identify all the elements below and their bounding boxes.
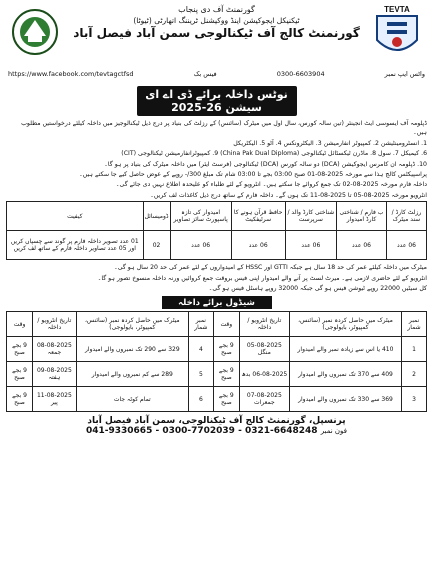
header-text (66, 4, 367, 41)
schedule-cell: 9 بجے صبح (213, 362, 239, 387)
schedule-cell: 9 بجے صبح (213, 337, 239, 362)
schedule-header-cell: تاریخ انٹرویو / داخلہ (239, 312, 289, 337)
schedule-cell: 410 یا اس سے زیادہ نمبر والے امیدوار (289, 337, 401, 362)
schedule-cell: 2 (402, 362, 427, 387)
documents-value-cell: 06 عدد (231, 231, 285, 260)
schedule-cell: 5 (188, 362, 213, 387)
schedule-cell: 1 (402, 337, 427, 362)
technology-list-1: 1. انسٹرومینٹیشن 2. کمپیوٹر انفارمیشن 3. الیکٹرونکس 4. آٹو 5. الیکٹریکل (233, 139, 427, 147)
schedule-cell: 4 (188, 337, 213, 362)
schedule-cell: 369 سے 330 تک نمبروں والے امیدوار (289, 387, 401, 412)
schedule-cell: 9 بجے صبح (7, 362, 33, 387)
facebook-url[interactable]: https://www.facebook.com/tevtagctfsd (8, 70, 134, 78)
schedule-cell: 329 سے 290 تک نمبروں والے امیدوار (76, 337, 188, 362)
schedule-header-cell: وقت (213, 312, 239, 337)
form-submission-paragraph: داخلہ فارم مورخہ 2025-08-02 تک جمع کروائے جا سکتے ہیں۔ انٹرویو کے لئے طلباء کو علیحدہ اطلاع نہیں دی جائے گی۔ (115, 181, 427, 189)
documents-value-cell: 06 عدد (170, 231, 231, 260)
schedule-cell: 05-08-2025 منگل (239, 337, 289, 362)
schedule-row (7, 387, 427, 412)
schedule-row (7, 362, 427, 387)
schedule-cell: 08-08-2025 جمعہ (33, 337, 77, 362)
whatsapp-number: 0300-6603904 (276, 70, 325, 78)
schedule-cell: 06-08-2025 بدھ (239, 362, 289, 387)
documents-header-cell: ڈومیسائل (143, 202, 170, 231)
documents-header-cell: حافظ قرآن ہونے کا سرٹیفکیٹ (231, 202, 285, 231)
schedule-cell: 09-08-2025 ہفتہ (33, 362, 77, 387)
interview-paragraph: انٹرویو مورخہ 2025-08-05 تا 2025-08-11 تک ہوں گے۔ داخلہ فارم کے ساتھ درج ذیل کاغذات لف کریں۔ (150, 191, 427, 199)
documents-header-cell: ب فارم / شناختی کارڈ امیدوار (336, 202, 386, 231)
schedule-cell: 289 سے کم نمبروں والے امیدوار (76, 362, 188, 387)
note-age-limit: میٹرک میں داخلہ کیلئے عمر کی حد 18 سال ہے جبکہ GTTI اور HSSC کے امیدواروں کے لئے عمر کی حد 20 سال ہو گی۔ (114, 264, 427, 272)
schedule-header-cell: نمبر شمار (402, 312, 427, 337)
documents-value-cell: 06 عدد (336, 231, 386, 260)
schedule-cell: 9 بجے صبح (7, 387, 33, 412)
contact-line (8, 70, 425, 78)
schedule-header-cell: وقت (7, 312, 33, 337)
documents-table (6, 201, 427, 260)
punjab-emblem-icon (10, 6, 60, 60)
whatsapp-label: واٹس ایپ نمبر (384, 70, 425, 78)
phone-line (6, 426, 427, 436)
schedule-header-cell: نمبر شمار (188, 312, 213, 337)
phone-numbers: 041-9330665 - 0300-7702039 - 0321-6648248 (85, 426, 318, 437)
documents-header-cell: رزلٹ کارڈ / سند میٹرک (386, 202, 426, 231)
phone-label: فون نمبر (320, 427, 348, 436)
principal-line: پرنسپل، گورنمنٹ کالج آف ٹیکنالوجی، سمن آباد فیصل آباد (87, 416, 346, 427)
documents-value-cell: 02 (143, 231, 170, 260)
schedule-cell: 11-08-2025 پیر (33, 387, 77, 412)
documents-value-cell: 06 عدد (386, 231, 426, 260)
schedule-cell: 6 (188, 387, 213, 412)
college-title: گورنمنٹ کالج آف ٹیکنالوجی سمن آباد فیصل آباد (73, 26, 360, 40)
tevta-logo-icon (371, 4, 423, 64)
schedule-header-cell: میٹرک میں حاصل کردہ نمبر (سائنس، کمپیوٹر، بایولوجی) (76, 312, 188, 337)
tevta-logo-text: TEVTA (384, 5, 410, 14)
documents-header-cell: شناختی کارڈ والد / سرپرست (285, 202, 336, 231)
documents-header-cell: امیدوار کی تازہ پاسپورٹ سائز تصاویر (170, 202, 231, 231)
header (6, 4, 427, 84)
documents-header-cell: کیفیت (7, 202, 144, 231)
notice-paragraph: ڈپلومہ آف ایسوسی ایٹ انجینئر (تین سالہ کورس، سال اول میں میٹرک (سائنس) کے رزلٹ کی بنیاد پر درج ذیل ٹیکنالوجیز میں داخلہ کیلئے درخواستیں مطلوب ہیں۔ (21, 120, 427, 137)
footer (6, 416, 427, 436)
note-fees: کل سیٹیں 22000 روپے ٹیوشن فیس ہو گی جبکہ 32000 روپے ہاسٹل فیس ہو گی۔ (208, 285, 427, 293)
prospectus-paragraph: پراسپیکٹس کالج ہذا سے مورخہ 2025-08-01 صبح 03:00 بجے تا 03:00 شام تک مبلغ 300/- روپے کے عوض حاصل کیے جا سکتے ہیں۔ (79, 171, 427, 179)
schedule-cell: تمام کوٹہ جات (76, 387, 188, 412)
documents-header-row (7, 202, 427, 231)
schedule-cell: 409 سے 370 تک نمبروں والے امیدوار (289, 362, 401, 387)
schedule-header-row (7, 312, 427, 337)
schedule-banner: شیڈول برائے داخلہ (162, 296, 272, 309)
schedule-cell: 07-08-2025 جمعرات (239, 387, 289, 412)
government-line: گورنمنٹ آف دی پنجاب (178, 5, 255, 14)
notice-banner: نوٹس داخلہ برائے ڈی اے ای سیشن 26-2025 (137, 86, 297, 116)
documents-remarks-cell: 01 عدد تصویر داخلہ فارم پر گوند سے چسپاں کریں اور 05 عدد تصاویر داخلہ فارم کے ساتھ لف کریں (7, 231, 144, 260)
schedule-row (7, 337, 427, 362)
note-interview: انٹرویو کے لئے حاضری لازمی ہے۔ میرٹ لسٹ پر آنے والے امیدوار اپنی فیس بروقت جمع کروائیں ورنہ داخلہ منسوخ تصور ہو گا۔ (97, 274, 427, 282)
schedule-header-cell: تاریخ انٹرویو / داخلہ (33, 312, 77, 337)
facebook-label: فیس بک (193, 70, 217, 78)
schedule-cell: 9 بجے صبح (7, 337, 33, 362)
schedule-cell: 9 بجے صبح (213, 387, 239, 412)
documents-value-cell: 06 عدد (285, 231, 336, 260)
notice-body (6, 119, 427, 200)
schedule-table (6, 311, 427, 412)
authority-line: ٹیکنیکل ایجوکیشن اینڈ ووکیشنل ٹریننگ اتھارٹی (ٹیوٹا) (133, 16, 300, 25)
notes (6, 263, 427, 293)
technology-list-2: 6. کیمیکل 7. سول 8. ماڈرن ٹیکسٹائل ٹیکنالوجی (China Pak Dual Diploma) 9. کمپیوٹرانفارمیشن ٹیکنالوجی (CIT) (121, 150, 427, 158)
documents-value-row (7, 231, 427, 260)
schedule-header-cell: میٹرک میں حاصل کردہ نمبر (سائنس، کمپیوٹر، بایولوجی) (289, 312, 401, 337)
technology-list-3: 10. ڈپلومہ ان کامرس ایجوکیشن (DCA) دو سالہ کورس (DCA) ٹیکنالوجی (فرسٹ ایئر) میں داخلہ میٹرک کی بنیاد پر ہو گا۔ (104, 160, 427, 168)
schedule-cell: 3 (402, 387, 427, 412)
